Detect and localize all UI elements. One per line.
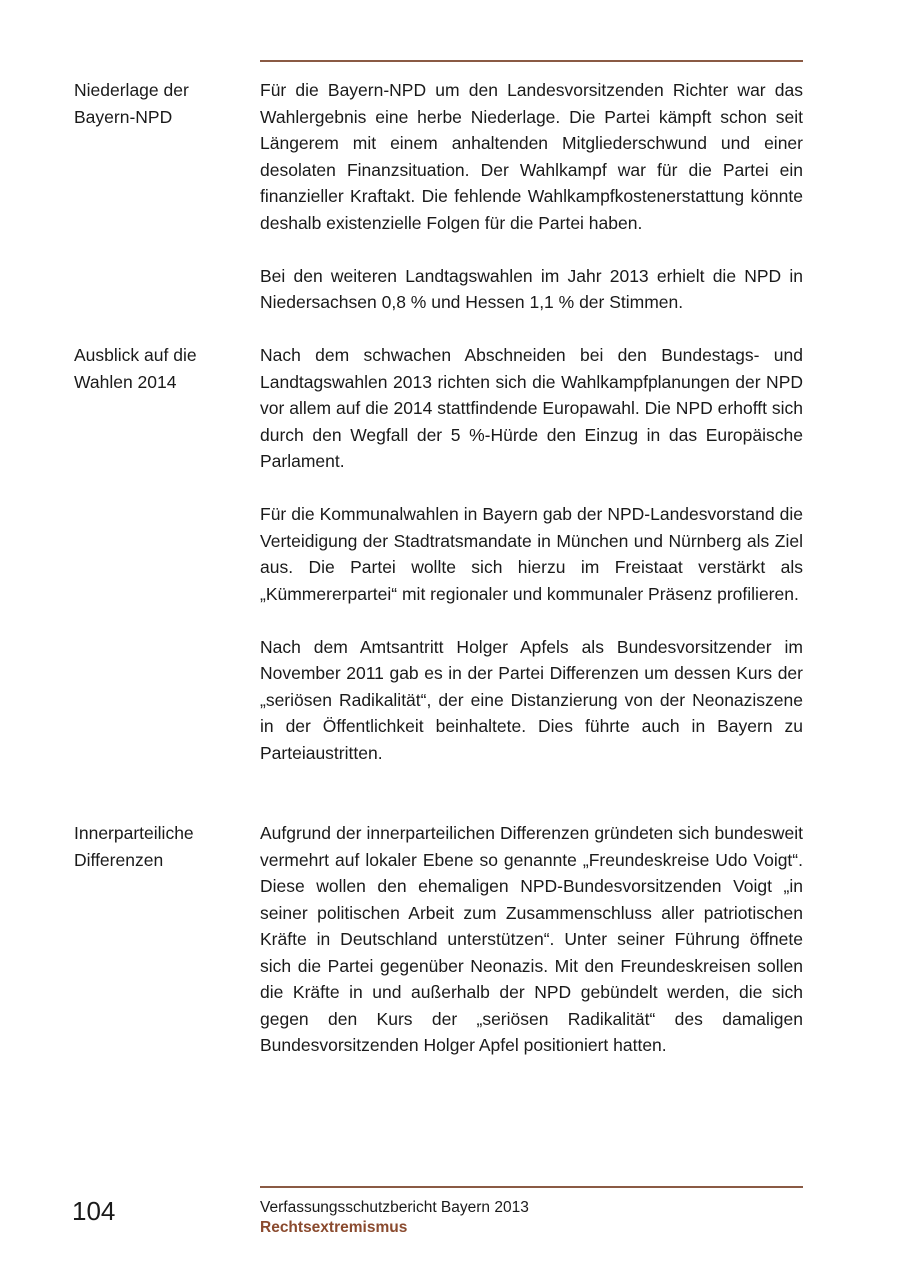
page-number: 104 [72, 1196, 116, 1226]
paragraph: Für die Bayern-NPD um den Landesvorsitzenden Richter war das Wahlergebnis eine herbe Niederlage. Die Partei kämpft schon seit Längerem mit einem anhaltenden Mitgliederschwund und einer desolaten Finanzsituation. Der Wahlkampf war für die Partei ein finanzieller Kraftakt. Die fehlende Wahlkampfkostenerstattung könnte deshalb existenzielle Folgen für die Partei haben. [260, 80, 803, 233]
footer-rule [260, 1186, 803, 1188]
marginal-note-line: Wahlen 2014 [74, 371, 177, 392]
paragraph: Aufgrund der innerparteilichen Differenzen gründeten sich bundesweit vermehrt auf lokaler Ebene so genannte „Freundeskreise Udo Voigt“. Diese wollen den ehemaligen NPD-Bundesvorsitzenden Voigt „in seiner politischen Arbeit zum Zusammenschluss aller patriotischen Kräfte in Deutschland unterstützen“. Unter seiner Führung öffnete sich die Partei gegenüber Neonazis. Mit den Freundeskreisen sollen die Kräfte in und außerhalb der NPD gebündelt werden, die sich gegen den Kurs der „seriösen Radikalität“ des damaligen Bundesvorsitzenden Holger Apfel positioniert hatten. [260, 823, 803, 1055]
marginal-note-line: Innerparteiliche [74, 823, 194, 843]
header-rule [260, 60, 803, 62]
marginal-note [74, 77, 244, 130]
running-footer [260, 1198, 529, 1238]
marginal-note [74, 820, 244, 873]
report-title: Verfassungsschutzbericht Bayern 2013 [260, 1199, 529, 1216]
body-text [260, 342, 803, 793]
chapter-name: Rechtsextremismus [260, 1219, 408, 1236]
paragraph: Nach dem schwachen Abschneiden bei den Bundestags- und Landtagswahlen 2013 richten sich die Wahlkampfplanungen der NPD vor allem auf die 2014 stattfindende Europawahl. Die NPD erhofft sich durch den Wegfall der 5 %-Hürde den Einzug in das Europäische Parlament. [260, 345, 803, 471]
marginal-note-line: Bayern-NPD [74, 106, 173, 127]
marginal-note [74, 342, 244, 395]
body-text [260, 77, 803, 342]
marginal-note-line: Ausblick auf die [74, 345, 197, 365]
paragraph: Bei den weiteren Landtagswahlen im Jahr 2013 erhielt die NPD in Niedersachsen 0,8 % und Hessen 1,1 % der Stimmen. [260, 265, 803, 312]
paragraph: Nach dem Amtsantritt Holger Apfels als Bundesvorsitzender im November 2011 gab es in der Partei Differenzen um dessen Kurs der „seriösen Radikalität“, der eine Distanzierung von der Neonaziszene in der Öffentlichkeit beinhaltete. Dies führte auch in Bayern zu Parteiaustritten. [260, 636, 803, 763]
marginal-note-line: Differenzen [74, 849, 164, 870]
body-text [260, 820, 803, 1085]
marginal-note-line: Niederlage der [74, 80, 189, 100]
paragraph: Für die Kommunalwahlen in Bayern gab der NPD-Landesvorstand die Verteidigung der Stadtratsmandate in München und Nürnberg als Ziel aus. Die Partei wollte sich hierzu im Freistaat verstärkt als „Kümmererpartei“ mit regionaler und kommunaler Präsenz profilieren. [260, 504, 803, 604]
